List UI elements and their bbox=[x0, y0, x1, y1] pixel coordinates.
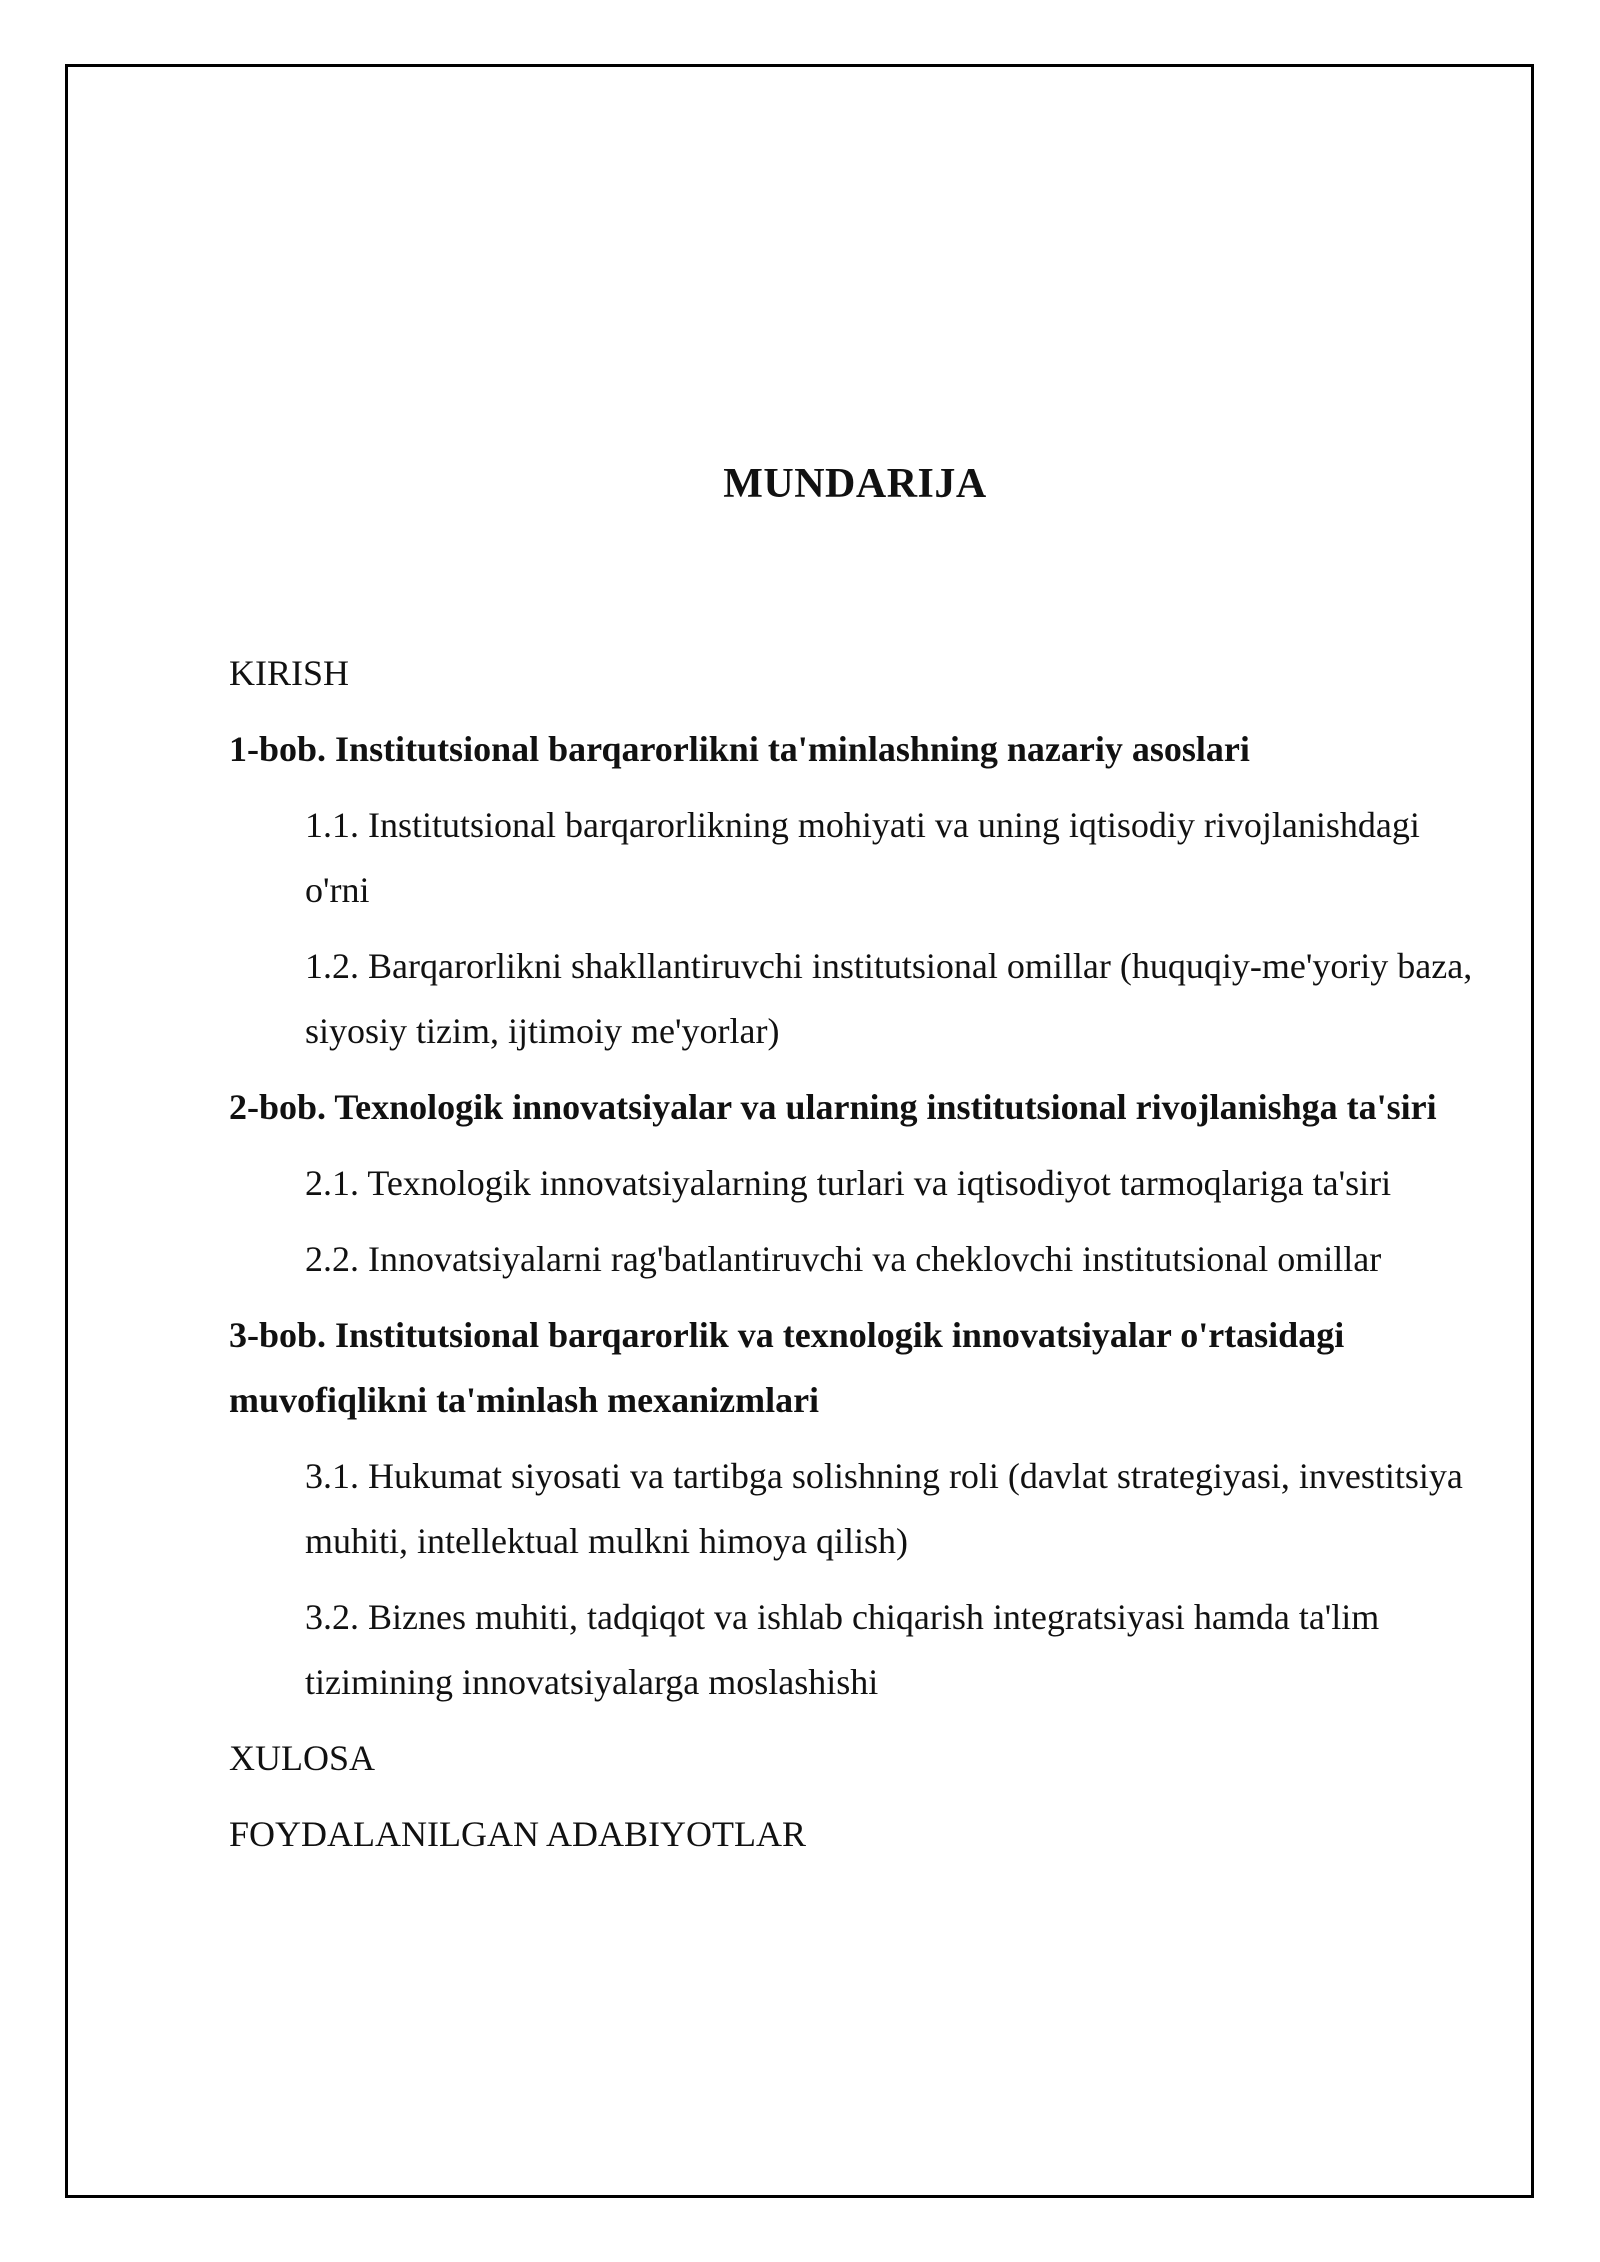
toc-section-2-2: 2.2. Innovatsiyalarni rag'batlantiruvchi va cheklovchi institutsional omillar bbox=[305, 1239, 1382, 1279]
toc-chapter-3: 3-bob. Institutsional barqarorlik va texnologik innovatsiyalar o'rtasidagi muvofiqlikni ta'minlash mexanizmlari bbox=[229, 1315, 1345, 1420]
toc-chapter-1: 1-bob. Institutsional barqarorlikni ta'minlashning nazariy asoslari bbox=[229, 729, 1250, 769]
toc-entry-conclusion: XULOSA bbox=[229, 1738, 376, 1778]
toc-section-1-2: 1.2. Barqarorlikni shakllantiruvchi institutsional omillar (huquqiy-me'yoriy baza, siyosiy tizim, ijtimoiy me'yorlar) bbox=[305, 946, 1473, 1051]
table-of-contents bbox=[229, 641, 1489, 1878]
toc-entry-references: FOYDALANILGAN ADABIYOTLAR bbox=[229, 1814, 806, 1854]
toc-section-1-1: 1.1. Institutsional barqarorlikning mohiyati va uning iqtisodiy rivojlanishdagi o'rni bbox=[305, 805, 1420, 910]
toc-section-3-2: 3.2. Biznes muhiti, tadqiqot va ishlab chiqarish integratsiyasi hamda ta'lim tizimining innovatsiyalarga moslashishi bbox=[305, 1597, 1380, 1702]
toc-chapter-2: 2-bob. Texnologik innovatsiyalar va ularning institutsional rivojlanishga ta'siri bbox=[229, 1087, 1437, 1127]
toc-section-3-1: 3.1. Hukumat siyosati va tartibga solishning roli (davlat strategiyasi, investitsiya muhiti, intellektual mulkni himoya qilish) bbox=[305, 1456, 1463, 1561]
toc-section-2-1: 2.1. Texnologik innovatsiyalarning turlari va iqtisodiyot tarmoqlariga ta'siri bbox=[305, 1163, 1392, 1203]
toc-entry-introduction: KIRISH bbox=[229, 653, 350, 693]
page-title: MUNDARIJA bbox=[723, 461, 987, 507]
